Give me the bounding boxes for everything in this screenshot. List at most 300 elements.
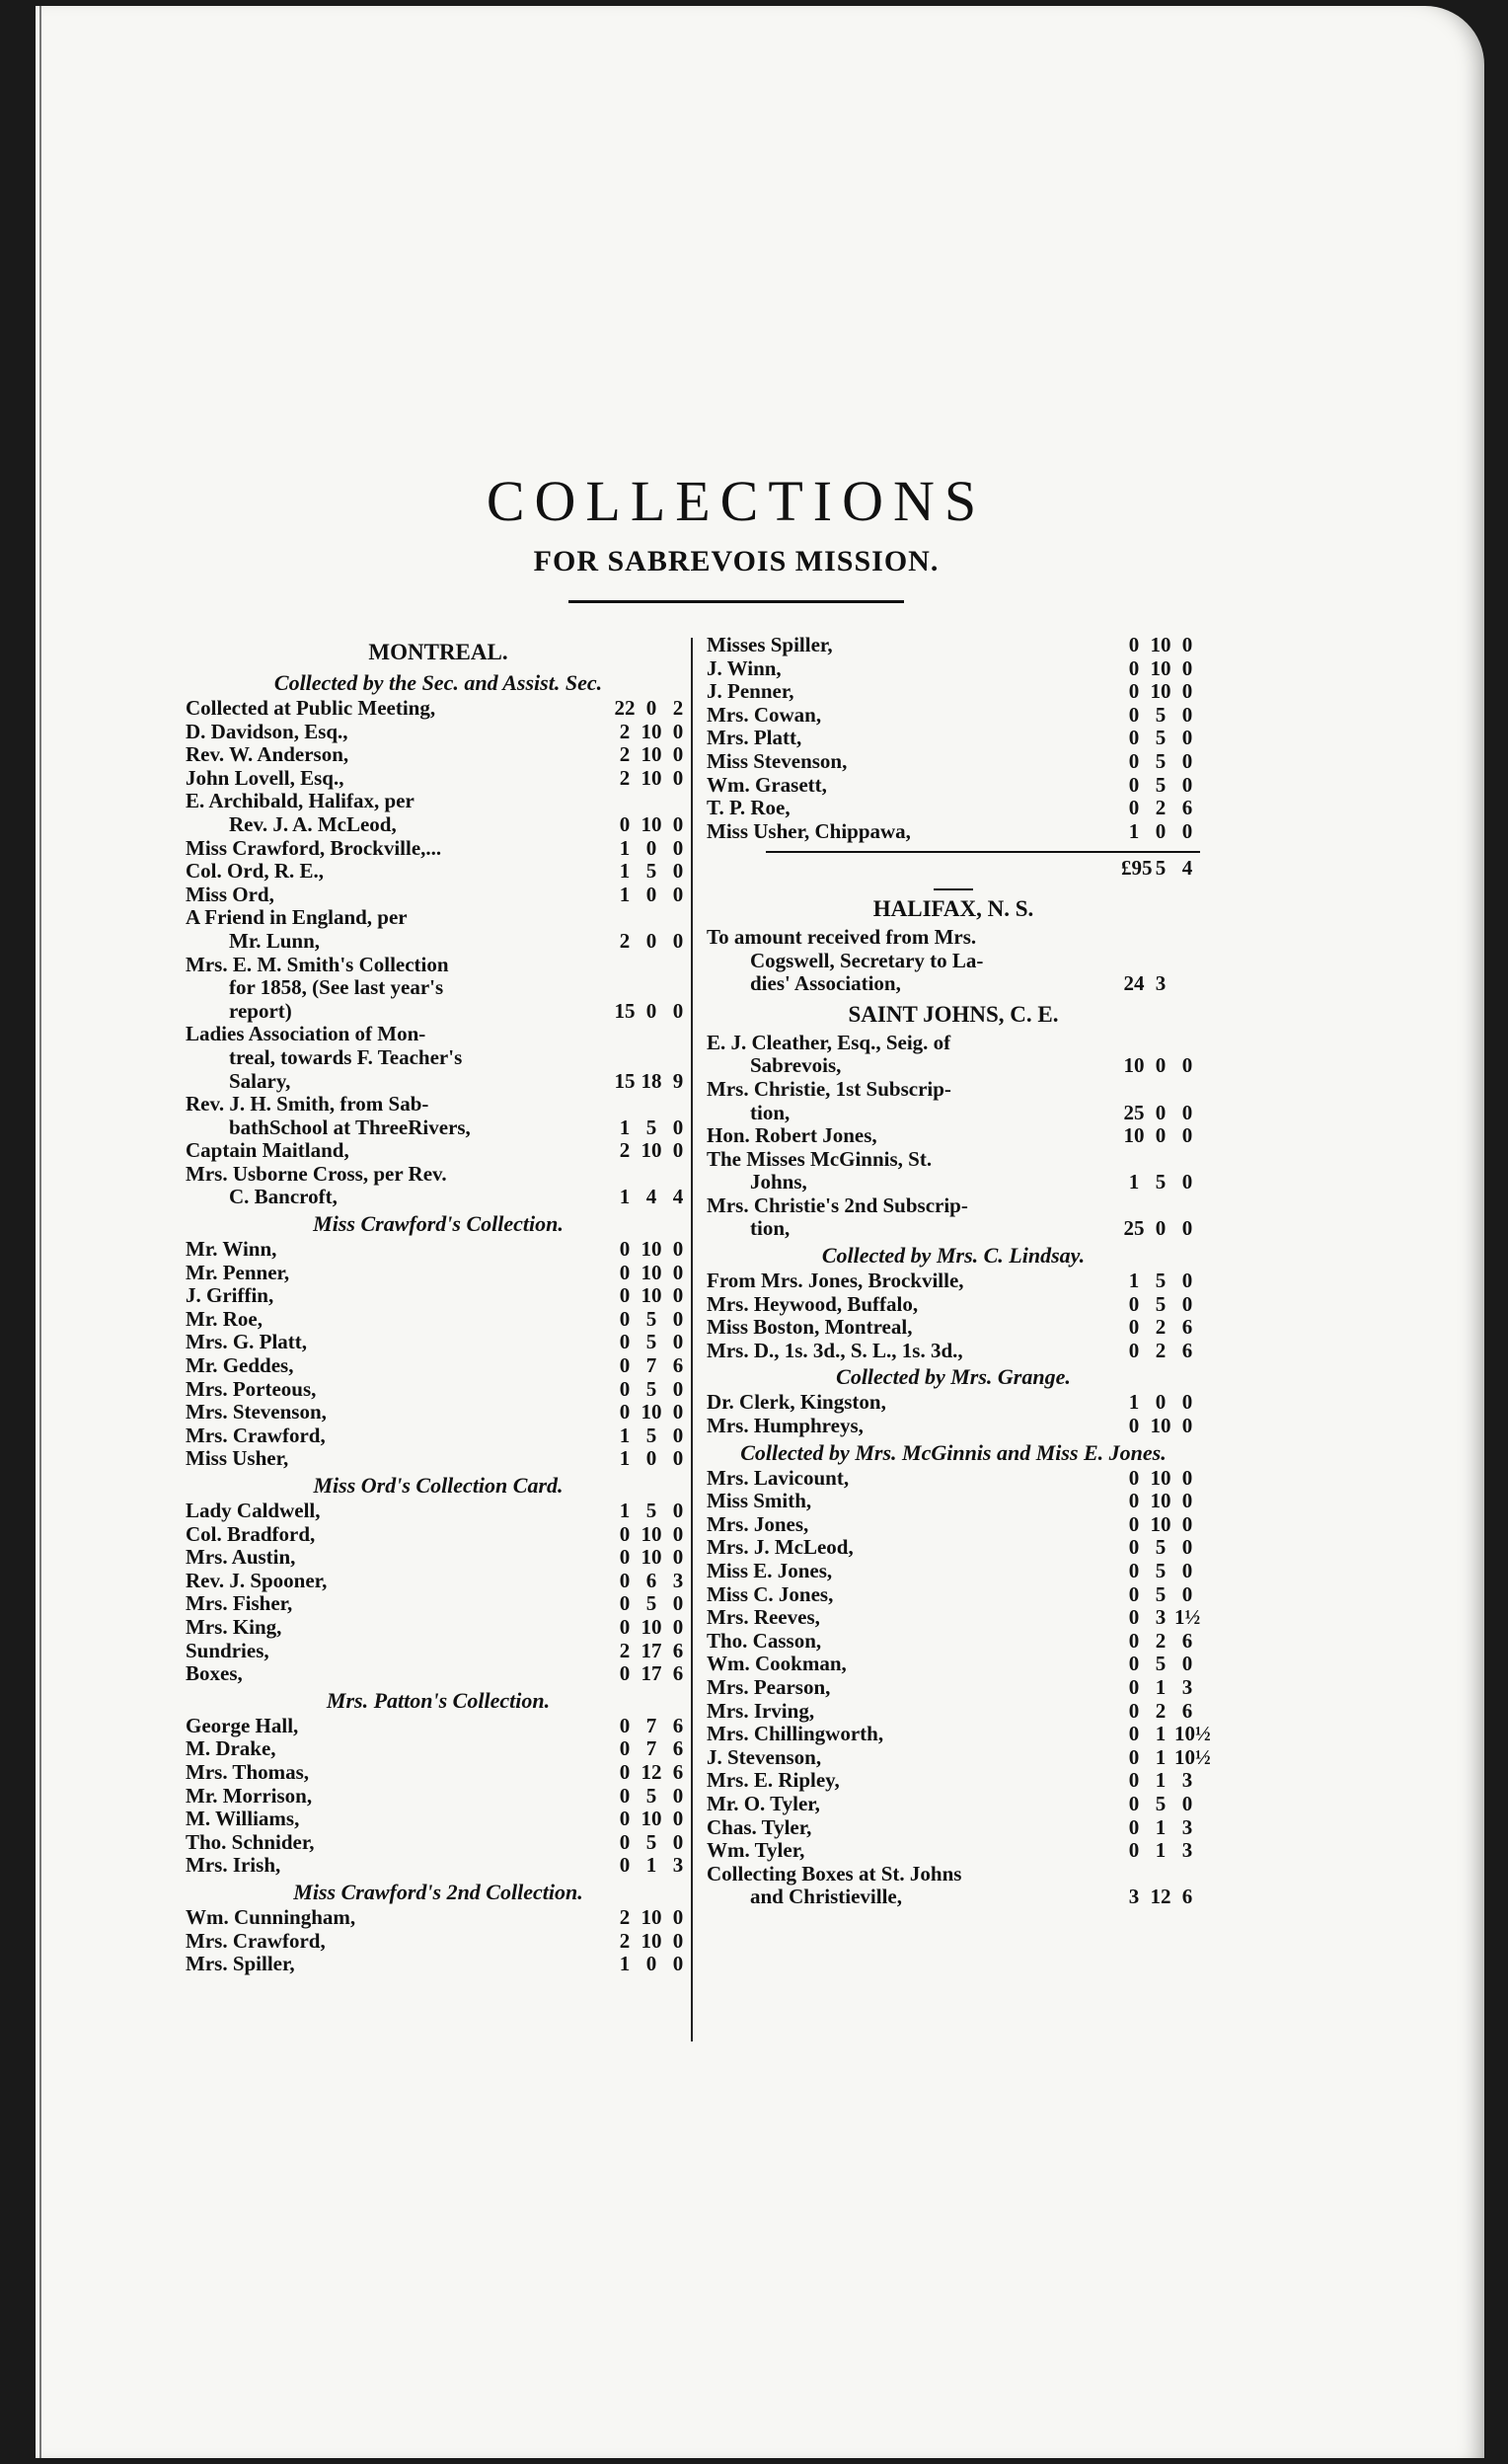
amount-shillings: 0	[1155, 1053, 1167, 1078]
entry-amount	[1111, 1700, 1200, 1724]
entry-row	[707, 1467, 1200, 1491]
entry-name	[186, 790, 602, 836]
entry-row	[707, 1769, 1200, 1793]
amount-pence: 0	[672, 1306, 684, 1331]
entry-name	[186, 1378, 602, 1402]
amount-pence: 0	[1181, 1100, 1193, 1124]
entry-line: Mrs. Chillingworth,	[707, 1723, 884, 1746]
entry-name	[186, 1616, 602, 1640]
entry-row	[707, 1744, 1211, 1770]
amount-pence: 0	[672, 811, 684, 836]
entry-amount	[1111, 1839, 1200, 1863]
entry-line: Collecting Boxes at St. Johns	[707, 1862, 962, 1886]
entry-amount	[1111, 1340, 1200, 1363]
amount-pence: 0	[672, 1260, 684, 1284]
entry-line: Boxes,	[186, 1662, 243, 1686]
entry-line: Mrs. Cowan,	[707, 703, 822, 727]
total-pounds: £95	[1121, 856, 1153, 881]
amount-pence	[1174, 972, 1200, 996]
entry-name	[707, 926, 1111, 996]
entry-name	[186, 1023, 602, 1093]
amount-pence: 6	[1181, 1698, 1193, 1723]
entry-amount	[1111, 1769, 1200, 1793]
amount-pounds: 0	[1128, 1628, 1140, 1653]
amount-pounds: 0	[1128, 1674, 1140, 1699]
entry-line: Mrs. Pearson,	[707, 1675, 831, 1699]
amount-shillings: 18	[641, 1068, 662, 1093]
amount-pounds: 0	[619, 1353, 631, 1378]
entry-amount	[602, 1447, 691, 1471]
amount-pounds: 0	[619, 1400, 631, 1424]
amount-pounds: 0	[1128, 655, 1140, 680]
entry-amount	[602, 1570, 691, 1593]
entry-row	[186, 1592, 691, 1616]
amount-pounds: 10	[1123, 1053, 1145, 1078]
amount-pounds: 2	[619, 742, 631, 767]
entry-amount	[1111, 1171, 1200, 1194]
amount-shillings: 5	[1155, 1559, 1167, 1582]
entry-line: Mr. Roe,	[186, 1307, 263, 1331]
entry-amount	[602, 767, 691, 791]
entry-line: J. Penner,	[707, 680, 794, 704]
amount-pence: 0	[1181, 1269, 1193, 1293]
entry-row	[186, 1500, 691, 1523]
amount-pence: 0	[672, 1115, 684, 1139]
subhead-patton: Mrs. Patton's Collection.	[326, 1687, 551, 1713]
entry-row	[186, 1662, 691, 1686]
amount-pence: 3	[1181, 1768, 1193, 1793]
amount-pence: 0	[672, 1904, 684, 1929]
amount-shillings: 10	[1150, 1465, 1171, 1490]
amount-pounds: 1	[1128, 818, 1140, 843]
amount-shillings: 10	[1150, 1489, 1171, 1513]
amount-pence: 2	[672, 696, 684, 720]
amount-shillings: 0	[1155, 1216, 1167, 1241]
entry-row	[186, 1308, 691, 1332]
entry-line: Rev. W. Anderson,	[186, 743, 349, 767]
entry-row	[186, 1424, 691, 1448]
amount-shillings: 0	[645, 696, 657, 720]
entry-line: Mrs. Porteous,	[186, 1377, 317, 1401]
entry-line: Mr. Winn,	[186, 1238, 277, 1262]
entry-row	[186, 1378, 691, 1402]
left-margin-rule	[39, 6, 41, 2458]
entry-name	[707, 1630, 1111, 1654]
amount-shillings: 1	[1155, 1674, 1167, 1699]
amount-shillings: 0	[645, 928, 657, 953]
entry-amount	[602, 1308, 691, 1332]
entry-line: Mrs. Irving,	[707, 1699, 815, 1723]
entries-lindsay	[707, 1270, 1200, 1362]
amount-pounds: 1	[619, 1115, 631, 1139]
amount-pence: 4	[672, 1185, 684, 1209]
entry-line: J. Winn,	[707, 656, 782, 680]
amount-pence: 3	[672, 1853, 684, 1878]
entry-line: Mr. Morrison,	[186, 1784, 313, 1808]
total-rule	[766, 851, 1200, 853]
entry-row	[707, 1490, 1200, 1513]
amount-pounds: 0	[619, 1807, 631, 1831]
entry-row	[707, 1340, 1200, 1363]
amount-pounds: 0	[1128, 1581, 1140, 1606]
entry-amount	[602, 1854, 691, 1878]
entry-name	[186, 1238, 602, 1262]
amount-pence: 0	[672, 998, 684, 1023]
entry-line: To amount received from Mrs.	[707, 925, 977, 949]
entry-name	[707, 1676, 1111, 1700]
amount-pounds: 2	[619, 719, 631, 743]
amount-pounds: 0	[619, 1376, 631, 1401]
entry-name	[707, 657, 1111, 681]
entry-amount	[602, 1592, 691, 1616]
amount-shillings: 12	[641, 1759, 662, 1784]
amount-pounds: 1	[619, 1185, 631, 1209]
entry-line: Col. Ord, R. E.,	[186, 860, 325, 884]
entries-montreal	[186, 697, 691, 1209]
entry-amount	[1111, 1722, 1211, 1746]
entry-amount	[602, 930, 691, 954]
amount-shillings: 5	[1155, 772, 1167, 797]
entry-name	[186, 1331, 602, 1354]
subhead-ord: Miss Ord's Collection Card.	[313, 1473, 564, 1498]
entry-line: Miss Ord,	[186, 883, 274, 906]
amount-pence: 10½	[1174, 1722, 1211, 1746]
entry-line: Sundries,	[186, 1639, 269, 1662]
entry-row	[707, 634, 1200, 657]
amount-pounds: 0	[619, 1521, 631, 1546]
entry-name	[707, 1490, 1111, 1513]
amount-pence: 0	[1181, 679, 1193, 704]
entry-name	[186, 1640, 602, 1663]
entry-amount	[602, 1424, 691, 1448]
amount-pence: 6	[672, 1759, 684, 1784]
section-rule	[934, 888, 973, 890]
entry-row	[186, 1546, 691, 1570]
entry-row	[707, 797, 1200, 820]
entry-line: Miss Usher,	[186, 1447, 289, 1471]
amount-shillings: 5	[645, 1499, 657, 1522]
amount-pounds: 0	[1128, 702, 1140, 727]
amount-shillings: 0	[645, 882, 657, 906]
entry-row	[186, 1093, 691, 1139]
entry-line: J. Griffin,	[186, 1284, 274, 1308]
entry-amount	[1111, 1217, 1200, 1241]
entry-line: Mrs. Spiller,	[186, 1953, 295, 1976]
amount-pence: 0	[672, 1138, 684, 1163]
amount-pence: 0	[672, 1446, 684, 1471]
entry-line: Mrs. Lavicount,	[707, 1466, 850, 1490]
amount-pounds: 25	[1123, 1216, 1145, 1241]
amount-pounds: 10	[1123, 1123, 1145, 1148]
entry-amount	[602, 1785, 691, 1809]
amount-pounds: 0	[619, 1237, 631, 1262]
entry-row	[707, 1583, 1200, 1607]
entry-name	[186, 1093, 602, 1139]
entry-name	[707, 1560, 1111, 1583]
entry-row	[707, 1630, 1200, 1654]
entry-row	[707, 1536, 1200, 1560]
entry-amount	[1111, 1293, 1200, 1317]
entry-row	[186, 1401, 691, 1424]
entry-name	[186, 1139, 602, 1163]
entry-line: The Misses McGinnis, St.	[707, 1147, 933, 1171]
entry-amount	[1111, 1630, 1200, 1654]
entry-name	[707, 1032, 1111, 1078]
entry-line: Miss Crawford, Brockville,...	[186, 836, 442, 860]
entry-row	[707, 704, 1200, 728]
entry-amount	[602, 1186, 691, 1209]
entry-amount	[602, 1378, 691, 1402]
entry-line: M. Williams,	[186, 1808, 300, 1831]
amount-pounds: 0	[1128, 1291, 1140, 1316]
entry-row	[186, 1715, 691, 1738]
entry-name	[186, 1662, 602, 1686]
amount-pence: 0	[672, 882, 684, 906]
amount-pence: 0	[1181, 1581, 1193, 1606]
entry-line: for 1858, (See last year's	[229, 976, 444, 1000]
entries-saint-johns	[707, 1032, 1200, 1241]
entry-line: and Christieville,	[750, 1886, 903, 1909]
entry-name	[707, 1606, 1111, 1630]
amount-pounds: 0	[619, 1661, 631, 1686]
amount-shillings: 10	[641, 1138, 662, 1163]
amount-pence: 0	[1181, 1123, 1193, 1148]
entry-amount	[602, 1331, 691, 1354]
amount-shillings: 5	[1155, 1269, 1167, 1293]
entry-row	[707, 1793, 1200, 1816]
entry-row	[186, 1953, 691, 1976]
amount-pence: 0	[1181, 1390, 1193, 1415]
amount-pounds: 0	[619, 1783, 631, 1808]
entry-amount	[1111, 727, 1200, 750]
amount-pounds: 1	[1128, 1390, 1140, 1415]
amount-shillings: 0	[645, 998, 657, 1023]
page-subtitle: FOR SABREVOIS MISSION.	[533, 545, 940, 578]
amount-pounds: 0	[1128, 1338, 1140, 1362]
amount-shillings: 5	[645, 1783, 657, 1808]
entry-row	[707, 1722, 1211, 1746]
entry-line: Mrs. Austin,	[186, 1546, 296, 1570]
amount-pounds: 0	[1128, 1814, 1140, 1839]
entry-line: John Lovell, Esq.,	[186, 766, 344, 790]
amount-pounds: 0	[1128, 1535, 1140, 1560]
amount-shillings: 10	[641, 1614, 662, 1639]
entry-line: Mr. O. Tyler,	[707, 1792, 820, 1815]
amount-pounds: 2	[619, 1928, 631, 1953]
amount-shillings: 1	[1155, 1838, 1167, 1863]
entry-name	[186, 1831, 602, 1855]
entry-amount	[1111, 1467, 1200, 1491]
amount-pence: 6	[672, 1638, 684, 1662]
entries-patton	[186, 1715, 691, 1878]
amount-pounds: 2	[619, 1638, 631, 1662]
entry-name	[186, 1424, 602, 1448]
amount-shillings: 7	[645, 1736, 657, 1761]
entry-name	[186, 1523, 602, 1547]
amount-shillings: 1	[1155, 1768, 1167, 1793]
entry-row	[186, 1238, 691, 1262]
entry-row	[707, 1194, 1200, 1241]
amount-pence: 0	[1181, 702, 1193, 727]
entry-amount	[602, 1284, 691, 1308]
amount-pounds: 0	[1128, 1768, 1140, 1793]
amount-pounds: 0	[1128, 1414, 1140, 1438]
entry-amount	[602, 1953, 691, 1976]
entry-amount	[1111, 1490, 1200, 1513]
entry-row	[707, 820, 1200, 844]
entry-row	[707, 1124, 1200, 1148]
entry-name	[186, 884, 602, 907]
entry-name	[707, 727, 1111, 750]
amount-shillings: 0	[1155, 1100, 1167, 1124]
amount-pounds: 0	[619, 1853, 631, 1878]
amount-shillings: 10	[1150, 679, 1171, 704]
entry-row	[186, 1523, 691, 1547]
entry-line: E. J. Cleather, Esq., Seig. of	[707, 1031, 951, 1054]
amount-pence: 0	[1181, 726, 1193, 750]
entry-row	[186, 1139, 691, 1163]
document-page	[36, 6, 1484, 2458]
entry-name	[707, 1700, 1111, 1724]
entry-row	[707, 1148, 1200, 1194]
amount-pence: 0	[672, 1545, 684, 1570]
amount-pounds: 0	[619, 1736, 631, 1761]
total-shillings: 5	[1155, 856, 1167, 881]
entry-amount	[1111, 972, 1200, 996]
amount-pounds: 3	[1128, 1885, 1140, 1909]
entry-line: Cogswell, Secretary to La-	[750, 949, 984, 972]
entry-line: tion,	[750, 1101, 791, 1124]
entry-row	[707, 1606, 1200, 1630]
amount-pounds: 24	[1123, 971, 1145, 996]
entry-name	[707, 704, 1111, 728]
amount-pence: 0	[672, 1376, 684, 1401]
section-heading-montreal: MONTREAL.	[368, 640, 508, 664]
entry-name	[186, 1761, 602, 1785]
amount-pence: 0	[672, 1521, 684, 1546]
amount-pounds: 0	[1128, 679, 1140, 704]
entry-amount	[602, 721, 691, 744]
entry-row	[707, 750, 1200, 774]
subhead-lindsay: Collected by Mrs. C. Lindsay.	[821, 1243, 1086, 1269]
amount-pence: 0	[672, 1283, 684, 1308]
entry-row	[186, 860, 691, 884]
entry-row	[186, 1737, 691, 1761]
entry-row	[186, 790, 691, 836]
amount-pounds: 0	[1128, 1744, 1140, 1769]
entry-name	[707, 1583, 1111, 1607]
entry-amount	[1111, 1513, 1200, 1537]
entry-amount	[1111, 1793, 1200, 1816]
entry-name	[707, 774, 1111, 798]
entry-row	[186, 1831, 691, 1855]
amount-shillings: 10	[641, 1928, 662, 1953]
entry-row	[186, 1284, 691, 1308]
amount-pounds: 0	[619, 1545, 631, 1570]
amount-shillings: 5	[645, 1829, 657, 1854]
entry-line: Wm. Cunningham,	[186, 1905, 356, 1929]
entry-amount	[602, 1546, 691, 1570]
amount-shillings: 10	[641, 1400, 662, 1424]
amount-shillings: 10	[1150, 1511, 1171, 1536]
amount-pounds: 0	[1128, 1722, 1140, 1746]
entry-amount	[602, 1523, 691, 1547]
amount-shillings: 5	[645, 1115, 657, 1139]
amount-shillings: 1	[1155, 1722, 1167, 1746]
entry-line: Wm. Tyler,	[707, 1839, 805, 1863]
entry-amount	[1111, 680, 1200, 704]
amount-pence: 3	[672, 1568, 684, 1592]
entry-line: Salary,	[229, 1069, 291, 1093]
entry-line: From Mrs. Jones, Brockville,	[707, 1270, 964, 1293]
entry-row	[186, 954, 691, 1024]
entry-row	[186, 906, 691, 953]
amount-pounds: 25	[1123, 1100, 1145, 1124]
entry-name	[186, 1401, 602, 1424]
entry-line: treal, towards F. Teacher's	[229, 1045, 463, 1069]
entry-name	[186, 1808, 602, 1831]
amount-shillings: 12	[1150, 1885, 1171, 1909]
entry-name	[186, 1354, 602, 1378]
amount-pence: 6	[1181, 1338, 1193, 1362]
entry-line: Mrs. Stevenson,	[186, 1401, 327, 1424]
amount-shillings: 0	[1155, 1390, 1167, 1415]
entry-amount	[1111, 1270, 1200, 1293]
entry-line: Mrs. G. Platt,	[186, 1331, 308, 1354]
entries-crawford	[186, 1238, 691, 1471]
amount-pence: 0	[672, 1807, 684, 1831]
entry-row	[186, 721, 691, 744]
entry-name	[186, 1308, 602, 1332]
amount-pence: 0	[672, 1499, 684, 1522]
entry-line: Wm. Grasett,	[707, 773, 827, 797]
entry-amount	[1111, 1102, 1200, 1125]
entry-amount	[1111, 1606, 1200, 1630]
entry-line: A Friend in England, per	[186, 906, 408, 930]
entry-name	[707, 1293, 1111, 1317]
entry-line: Mrs. Thomas,	[186, 1760, 310, 1784]
entry-name	[186, 1262, 602, 1285]
amount-pounds: 0	[1128, 796, 1140, 820]
entry-line: Hon. Robert Jones,	[707, 1124, 877, 1148]
entry-row	[186, 1447, 691, 1471]
entry-row	[186, 1906, 691, 1930]
amount-shillings: 5	[645, 1376, 657, 1401]
amount-shillings: 10	[641, 811, 662, 836]
amount-pounds: 0	[619, 1713, 631, 1737]
entry-row	[707, 1293, 1200, 1317]
section-heading-halifax: HALIFAX, N. S.	[872, 895, 1034, 921]
entry-amount	[1111, 1816, 1200, 1840]
entry-row	[707, 1653, 1200, 1676]
amount-pence: 0	[1181, 1216, 1193, 1241]
entry-line: Mrs. E. M. Smith's Collection	[186, 953, 449, 976]
subhead-mcginnis: Collected by Mrs. McGinnis and Miss E. Jones.	[740, 1439, 1167, 1465]
entry-amount	[1111, 1886, 1200, 1909]
section-heading-saint-johns: SAINT JOHNS, C. E.	[848, 1001, 1059, 1027]
amount-pounds: 0	[1128, 1489, 1140, 1513]
amount-pounds: 2	[619, 765, 631, 790]
entry-line: Mrs. Crawford,	[186, 1424, 326, 1447]
amount-pounds: 0	[619, 1260, 631, 1284]
entry-line: Mrs. Heywood, Buffalo,	[707, 1292, 919, 1316]
entry-name	[707, 680, 1111, 704]
entry-name	[707, 1769, 1111, 1793]
entry-row	[707, 1676, 1200, 1700]
amount-pence: 0	[672, 1423, 684, 1447]
entry-amount	[1111, 1560, 1200, 1583]
entries-crawford-2nd	[186, 1906, 691, 1976]
